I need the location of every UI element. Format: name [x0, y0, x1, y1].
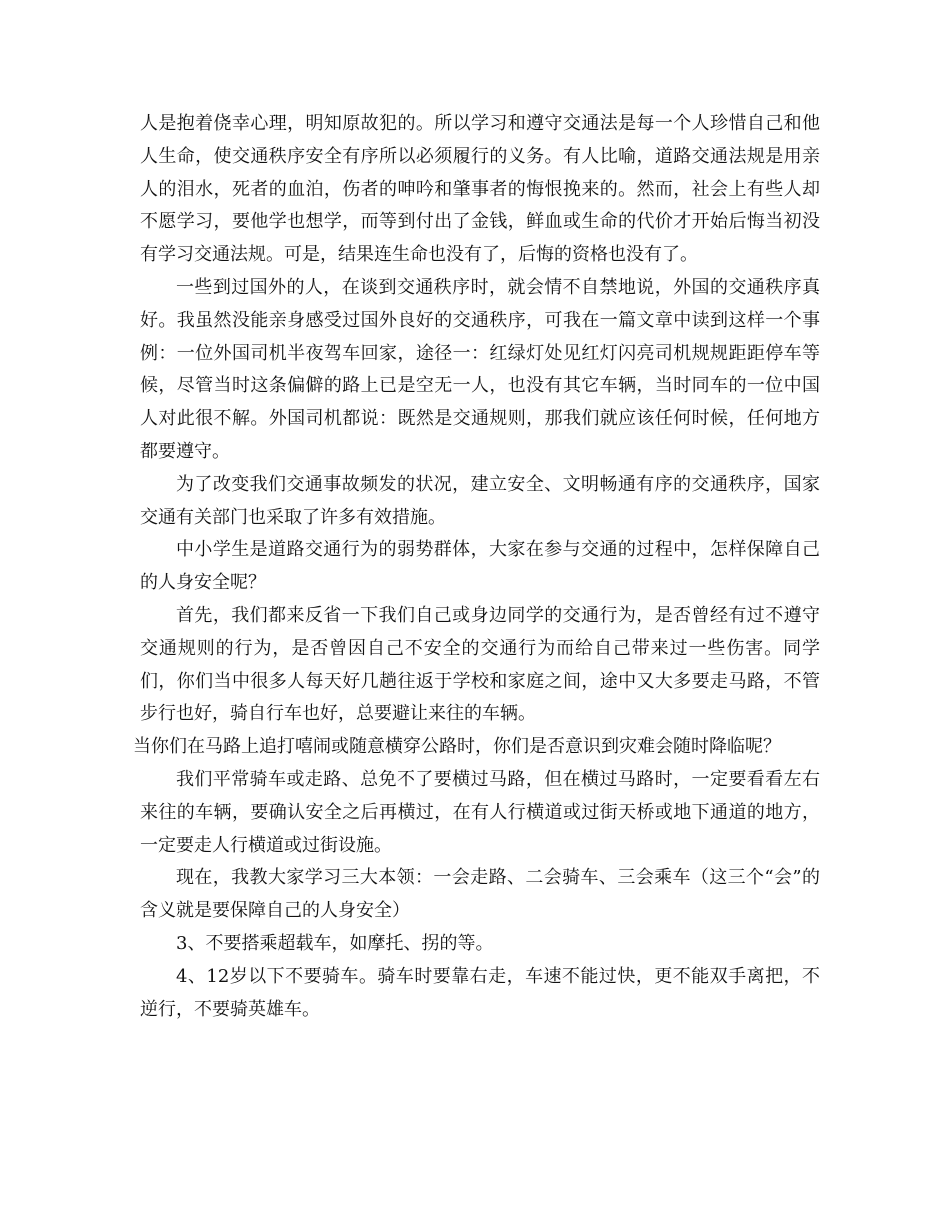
paragraph-4: 中小学生是道路交通行为的弱势群体，大家在参与交通的过程中，怎样保障自己的人身安全呢？: [140, 539, 820, 594]
paragraph-5: 首先，我们都来反省一下我们自己或身边同学的交通行为，是否曾经有过不遵守交通规则的行为，是否曾因自己不安全的交通行为而给自己带来过一些伤害。同学们，你们当中很多人每天好几趟往返于学校和家庭之间，途中又大多要走马路，不管步行也好，骑自行车也好，总要避让来往的车辆。: [140, 604, 820, 725]
paragraph-10: 4、12岁以下不要骑车。骑车时要靠右走，车速不能过快，更不能双手离把，不逆行，不要骑英雄车。: [140, 965, 820, 1020]
paragraph-9: 3、不要搭乘超载车，如摩托、拐的等。: [176, 932, 494, 954]
paragraph-6: 当你们在马路上追打嘻闹或随意横穿公路时，你们是否意识到灾难会随时降临呢？: [133, 736, 781, 758]
paragraph-1: 人是抱着侥幸心理，明知原故犯的。所以学习和遵守交通法是每一个人珍惜自己和他人生命，使交通秩序安全有序所以必须履行的义务。有人比喻，道路交通法规是用亲人的泪水，死者的血泊，伤者的呻吟和肇事者的悔恨挽来的。然而，社会上有些人却不愿学习，要他学也想学，而等到付出了金钱，鲜血或生命的代价才开始后悔当初没有学习交通法规。可是，结果连生命也没有了，后悔的资格也没有了。: [140, 113, 820, 266]
paragraph-2: 一些到过国外的人，在谈到交通秩序时，就会情不自禁地说，外国的交通秩序真好。我虽然没能亲身感受过国外良好的交通秩序，可我在一篇文章中读到这样一个事例：一位外国司机半夜驾车回家，途径一：红绿灯处见红灯闪亮司机规规距距停车等候，尽管当时这条偏僻的路上已是空无一人，也没有其它车辆，当时同车的一位中国人对此很不解。外国司机都说：既然是交通规则，那我们就应该任何时候，任何地方都要遵守。: [140, 276, 820, 462]
paragraph-3: 为了改变我们交通事故频发的状况，建立安全、文明畅通有序的交通秩序，国家交通有关部门也采取了许多有效措施。: [140, 473, 820, 528]
paragraph-8: 现在，我教大家学习三大本领：一会走路、二会骑车、三会乘车（这三个“会”的含义就是要保障自己的人身安全）: [140, 867, 820, 922]
document-body: [133, 108, 820, 1026]
paragraph-7: 我们平常骑车或走路、总免不了要横过马路，但在横过马路时，一定要看看左右来往的车辆，要确认安全之后再横过，在有人行横道或过街天桥或地下通道的地方，一定要走人行横道或过街设施。: [140, 768, 820, 856]
